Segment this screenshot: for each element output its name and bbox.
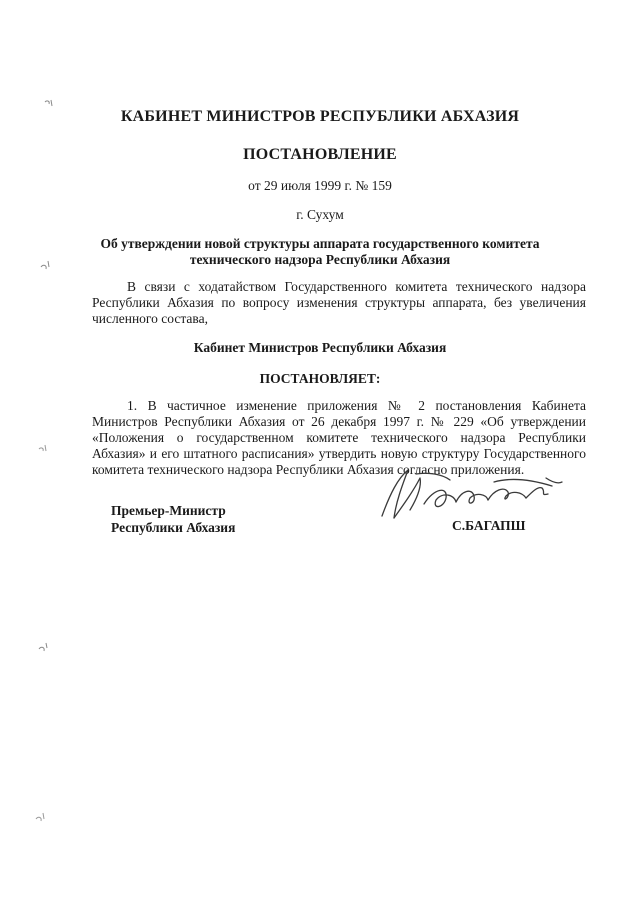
document-type: ПОСТАНОВЛЕНИЕ (243, 146, 397, 163)
signatory-title-line1: Премьер-Министр (111, 503, 226, 518)
document-title-line1: Об утверждении новой структуры аппарата государственного комитета (100, 236, 540, 251)
resolves-heading: ПОСТАНОВЛЯЕТ: (259, 371, 381, 386)
cabinet-heading: КАБИНЕТ МИНИСТРОВ РЕСПУБЛИКИ АБХАЗИЯ (120, 108, 520, 125)
scan-speck (38, 258, 52, 274)
document-title-line2: технического надзора Республики Абхазия (189, 252, 451, 267)
scan-speck (33, 810, 47, 826)
signatory-title-line2: Республики Абхазия (111, 520, 236, 535)
scan-speck (42, 96, 56, 110)
date-number: от 29 июля 1999 г. № 159 (248, 178, 392, 193)
issuer: Кабинет Министров Республики Абхазия (193, 340, 447, 355)
signatory-title (111, 502, 235, 536)
signatory-name: С.БАГАПШ (452, 518, 526, 533)
place: г. Сухум (296, 207, 344, 222)
scan-speck (36, 640, 50, 656)
handwritten-signature (376, 464, 566, 522)
intro-paragraph: В связи с ходатайством Государственного комитета технического надзора Республики Абхазия по вопросу изменения структуры аппарата, без увеличения численного состава, (92, 279, 586, 326)
clause-1: 1. В частичное изменение приложения № 2 постановления Кабинета Министров Республики Абхазия от 26 декабря 1997 г. № 229 «Об утверждении «Положения о государственном комитете технического надзора Республики Абхазия» и его штатного расписания» утвердить новую структуру Государственного комитета технического надзора Республики Абхазия согласно приложения. (92, 398, 586, 477)
scan-speck (36, 442, 50, 456)
